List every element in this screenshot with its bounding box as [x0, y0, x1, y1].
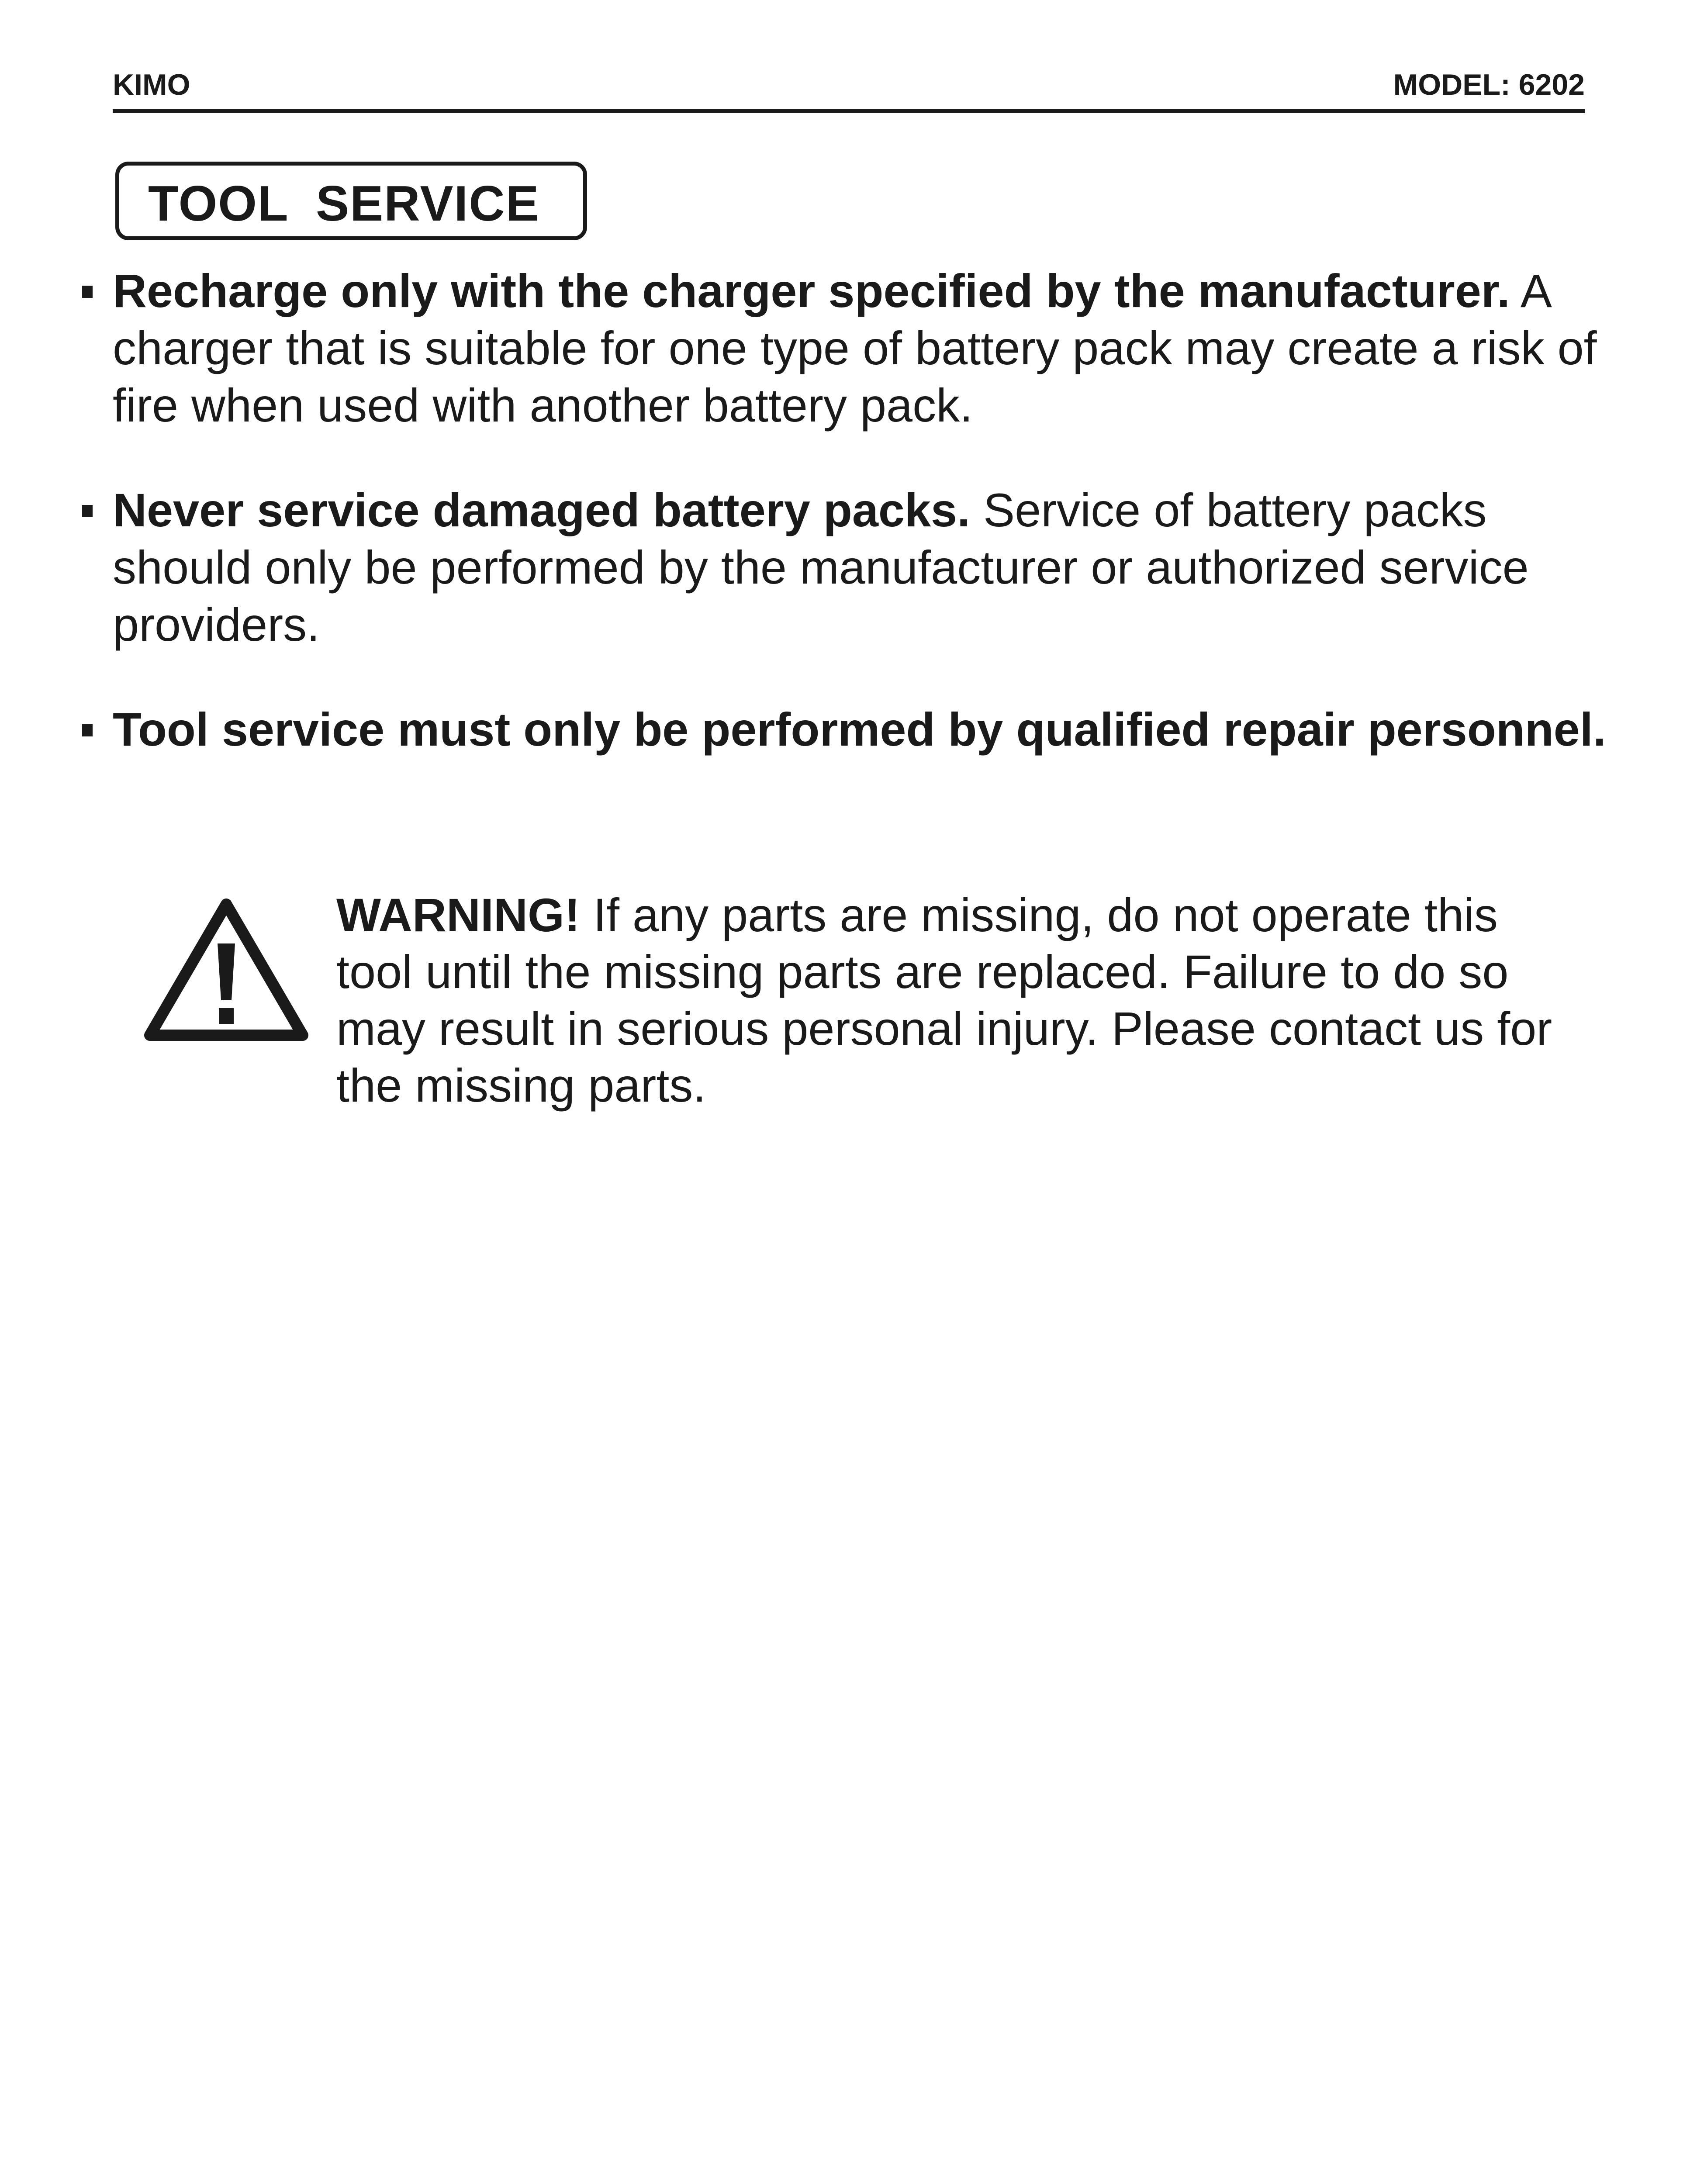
- section-title-box: [115, 162, 587, 240]
- bullet-square-icon: [82, 505, 93, 517]
- bullet-item: [79, 701, 1616, 758]
- warning-triangle-icon: [139, 891, 314, 1048]
- warning-label: WARNING!: [336, 888, 580, 941]
- bullet-list: [79, 262, 1616, 805]
- bullet-square-icon: [82, 724, 93, 736]
- model-number: MODEL: 6202: [1393, 68, 1585, 101]
- header-divider: [113, 109, 1585, 113]
- page-header: [113, 66, 1585, 114]
- warning-message: [336, 887, 1586, 1114]
- warning-body: If any parts are missing, do not operate this tool until the missing parts are replaced. Failure to do so may result in serious personal injury. Please contact us for the missing parts.: [336, 888, 1552, 1112]
- bullet-heading: Recharge only with the charger specified by the manufacturer.: [113, 264, 1510, 317]
- section-title: TOOL SERVICE: [148, 176, 540, 232]
- bullet-square-icon: [82, 286, 93, 298]
- bullet-body: Service of battery packs should only be performed by the manufacturer or authorized service providers.: [113, 484, 1529, 651]
- bullet-body: A charger that is suitable for one type of battery pack may create a risk of fire when used with another battery pack.: [113, 264, 1597, 432]
- bullet-heading: Never service damaged battery packs.: [113, 484, 971, 536]
- bullet-item: [79, 262, 1616, 434]
- brand-name: KIMO: [113, 68, 190, 101]
- bullet-item: [79, 481, 1616, 653]
- bullet-heading: Tool service must only be performed by qualified repair personnel.: [113, 703, 1606, 756]
